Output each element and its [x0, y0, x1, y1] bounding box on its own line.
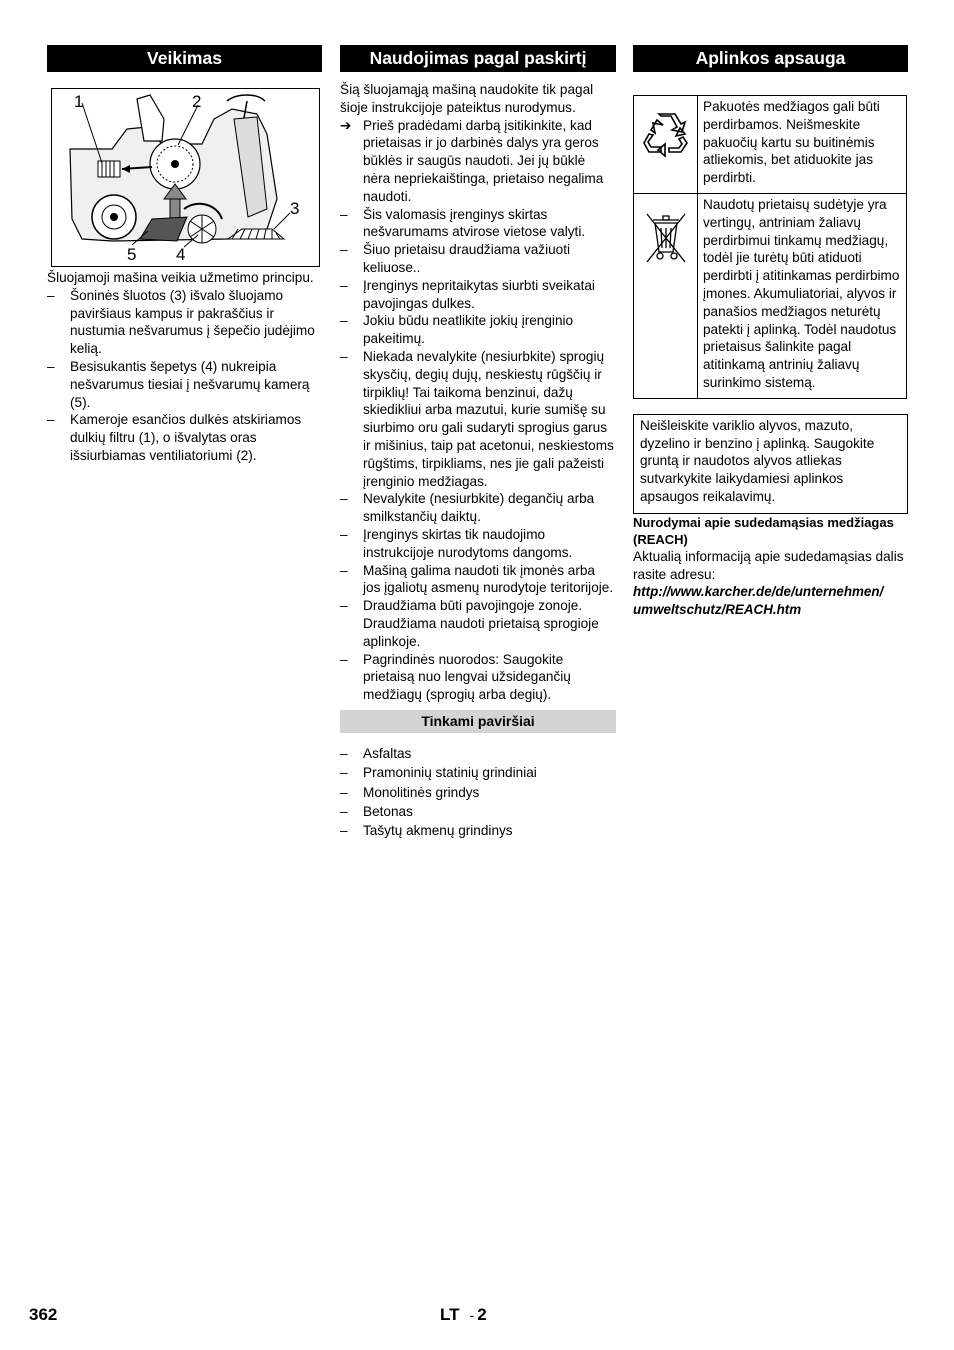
crossed-bin-icon-cell: [634, 193, 698, 398]
reach-title: Nurodymai apie sudedamąsias medžiagas (REACH): [633, 514, 894, 547]
surfaces-heading: Tinkami paviršiai: [340, 710, 616, 733]
operation-list: [47, 287, 322, 465]
list-item: – Besisukantis šepetys (4) nukreipia nešvarumus tiesiai į nešvarumų kamerą (5).: [47, 358, 322, 411]
table-row: [634, 96, 907, 194]
arrow-icon: ➔: [340, 117, 352, 133]
section-heading-intended-use: Naudojimas pagal paskirtį: [340, 45, 616, 72]
column-operation: [47, 45, 322, 465]
table-row: [634, 193, 907, 398]
intended-use-intro: Šią šluojamąją mašiną naudokite tik pagal šioje instrukcijoje pateiktus nurodymus.: [340, 82, 594, 115]
list-item: – Pramoninių statinių grindiniai: [340, 764, 616, 782]
operation-intro: Šluojamoji mašina veikia užmetimo principu.: [47, 270, 314, 285]
recycle-text: Pakuotės medžiagos gali būti perdirbamos. Neišmeskite pakuočių kartu su buitinėmis atliekomis, bet atiduokite jas perdirbti.: [698, 96, 907, 194]
crossed-bin-icon: [639, 206, 693, 270]
figure-label-2: 2: [192, 92, 202, 111]
list-item: – Šiuo prietaisu draudžiama važiuoti keliuose..: [340, 241, 616, 277]
reach-text: Aktualią informaciją apie sudedamąsias dalis rasite adresu:: [633, 548, 904, 582]
recycle-icon: [639, 108, 693, 162]
list-item: – Pagrindinės nuorodos: Saugokite prietaisą nuo lengvai užsidegančių medžiagų (sprogių arba degių).: [340, 651, 616, 704]
list-item: – Kameroje esančios dulkės atskiriamos dulkių filtru (1), o išvalytas oras išsiurbiamas ventiliatoriumi (2).: [47, 411, 322, 464]
section-heading-operation: Veikimas: [47, 45, 322, 72]
sweeper-drawing: [52, 89, 319, 266]
arrow-instruction: [340, 117, 616, 206]
footer-dash: -: [469, 1307, 475, 1323]
language-code: LT: [440, 1305, 460, 1324]
disposal-text: Naudotų prietaisų sudėtyje yra vertingų, antriniam žaliavų perdirbimui tinkamų medžiagų, todėl jie turėtų būti atiduoti perdirbti į atitinkamas perdirbimo įmones. Akumuliatoriai, alyvos ir panašios medžiagos neturėtų patekti į aplinką. Todėl naudotus prietaisus šalinkite pagal atitinkamą antrinių žaliavų surinkimo sistemą.: [698, 193, 907, 398]
figure-label-1: 1: [74, 92, 84, 111]
list-item: – Betonas: [340, 803, 616, 821]
list-item: – Draudžiama būti pavojingoje zonoje. Draudžiama naudoti prietaisą sprogioje aplinkoje.: [340, 597, 616, 650]
list-item: – Įrenginys skirtas tik naudojimo instrukcijoje nurodytoms dangoms.: [340, 526, 616, 562]
list-item: – Šoninės šluotos (3) išvalo šluojamo paviršiaus kampus ir pakraščius ir nustumia nešvarumus į šepečio judėjimo kelią.: [47, 287, 322, 358]
language-page: 2: [477, 1305, 487, 1324]
footer-language: [440, 1306, 487, 1325]
list-item: – Mašiną galima naudoti tik įmonės arba jos įgaliotų asmenų nurodytoje teritorijoje.: [340, 562, 616, 598]
figure-label-3: 3: [290, 199, 300, 218]
sweeper-diagram: [51, 88, 320, 267]
page-number: 362: [29, 1305, 58, 1324]
recycle-icon-cell: [634, 96, 698, 194]
list-item: – Jokiu būdu neatlikite jokių įrenginio pakeitimų.: [340, 312, 616, 348]
oil-disposal-note: Neišleiskite variklio alyvos, mazuto, dyzelino ir benzino į aplinką. Saugokite gruntą ir naudotos alyvos atliekas sutvarkykite laikydamiesi aplinkos apsaugos reikalavimų.: [633, 414, 908, 514]
list-item: – Įrenginys nepritaikytas siurbti sveikatai pavojingas dulkes.: [340, 277, 616, 313]
list-item: – Šis valomasis įrenginys skirtas nešvarumams atvirose vietose valyti.: [340, 206, 616, 242]
surfaces-list: [340, 745, 616, 840]
list-item: – Nevalykite (nesiurbkite) degančių arba smilkstančių daiktų.: [340, 490, 616, 526]
intended-use-list: [340, 206, 616, 704]
reach-link[interactable]: http://www.karcher.de/de/unternehmen/ umweltschutz/REACH.htm: [633, 584, 884, 618]
figure-label-4: 4: [176, 245, 186, 264]
list-item: – Niekada nevalykite (nesiurbkite) sprogių skysčių, degių dujų, neskiestų rūgščių ir tirpiklių! Tai taikoma benzinui, dažų skiedikliui arba mazutui, kurie sumišę su siurbimo oru gali sudaryti sprogius garus ir mišinius, taip pat acetonui, neskiestoms rūgštims, tirpikliams, nes jie gali pažeisti įrenginio medžiagas.: [340, 348, 616, 490]
figure-label-5: 5: [127, 245, 137, 264]
column-intended-use: [340, 45, 616, 842]
column-environment: [633, 45, 908, 619]
list-item: – Asfaltas: [340, 745, 616, 763]
list-item: – Tašytų akmenų grindinys: [340, 822, 616, 840]
section-heading-environment: Aplinkos apsauga: [633, 45, 908, 72]
arrow-instruction-text: Prieš pradėdami darbą įsitikinkite, kad prietaisas ir jo darbinės dalys yra geros būklės ir saugūs naudoti. Jei jų būklė nėra nepriekaištinga, prietaiso negalima naudoti.: [363, 117, 604, 204]
environment-table: [633, 95, 907, 399]
list-item: – Monolitinės grindys: [340, 784, 616, 802]
